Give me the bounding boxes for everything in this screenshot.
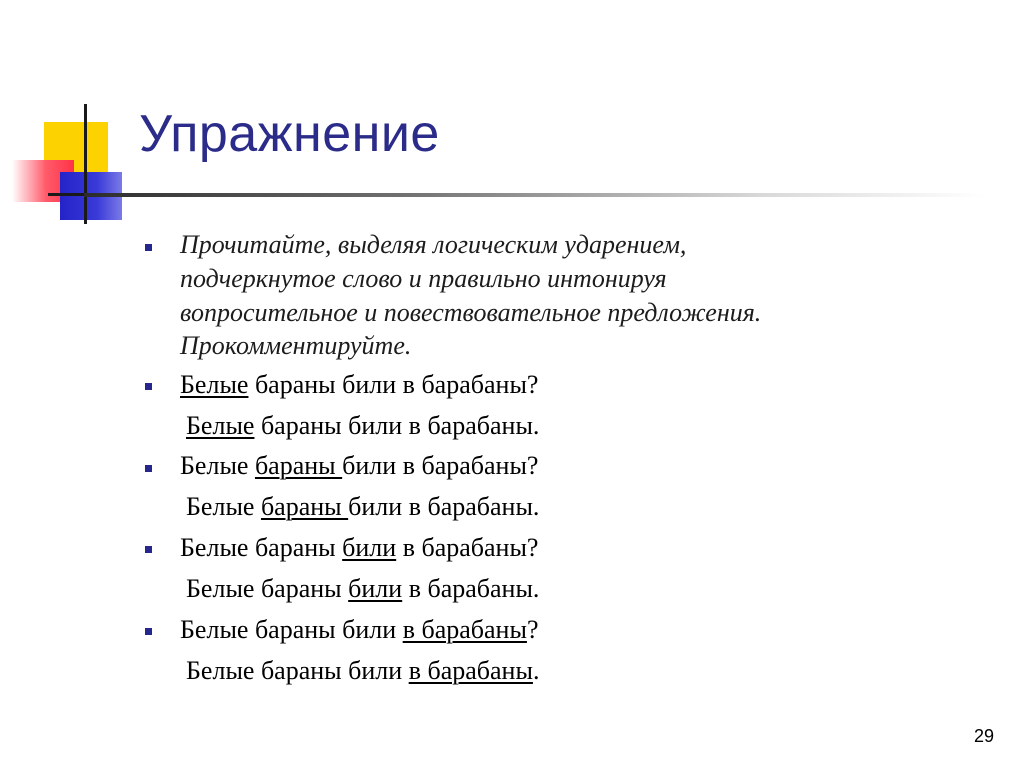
question-sentence: Белые бараны били в барабаны?	[180, 370, 539, 399]
page-number: 29	[973, 726, 994, 746]
statement-sentence: Белые бараны били в барабаны.	[186, 411, 540, 440]
instruction-line: Прочитайте, выделяя логическим ударением,	[180, 230, 687, 259]
statement-sentence: Белые бараны били в барабаны.	[186, 492, 540, 521]
bullet-icon	[145, 628, 152, 635]
instruction-line: вопросительное и повествовательное предложения.	[180, 298, 762, 327]
question-sentence: Белые бараны били в барабаны?	[180, 451, 539, 480]
title-underline-rule	[84, 193, 984, 197]
bullet-icon	[145, 383, 152, 390]
slide-title: Упражнение	[139, 105, 440, 163]
stressed-word: били	[348, 574, 403, 603]
bullet-icon	[145, 244, 152, 251]
instruction-line: подчеркнутое слово и правильно интонируя	[180, 264, 667, 293]
stressed-word: били	[342, 533, 397, 562]
logo-vertical-line	[84, 104, 87, 224]
stressed-word: Белые	[180, 370, 249, 399]
statement-sentence: Белые бараны били в барабаны.	[186, 656, 540, 685]
bullet-icon	[145, 546, 152, 553]
question-sentence: Белые бараны били в барабаны?	[180, 533, 539, 562]
stressed-word: в барабаны	[408, 656, 533, 685]
question-sentence: Белые бараны били в барабаны?	[180, 615, 539, 644]
instruction-line: Прокомментируйте.	[180, 331, 412, 360]
stressed-word: бараны	[254, 451, 343, 480]
stressed-word: Белые	[186, 411, 255, 440]
stressed-word: в барабаны	[402, 615, 527, 644]
statement-sentence: Белые бараны били в барабаны.	[186, 574, 540, 603]
stressed-word: бараны	[260, 492, 349, 521]
bullet-icon	[145, 465, 152, 472]
